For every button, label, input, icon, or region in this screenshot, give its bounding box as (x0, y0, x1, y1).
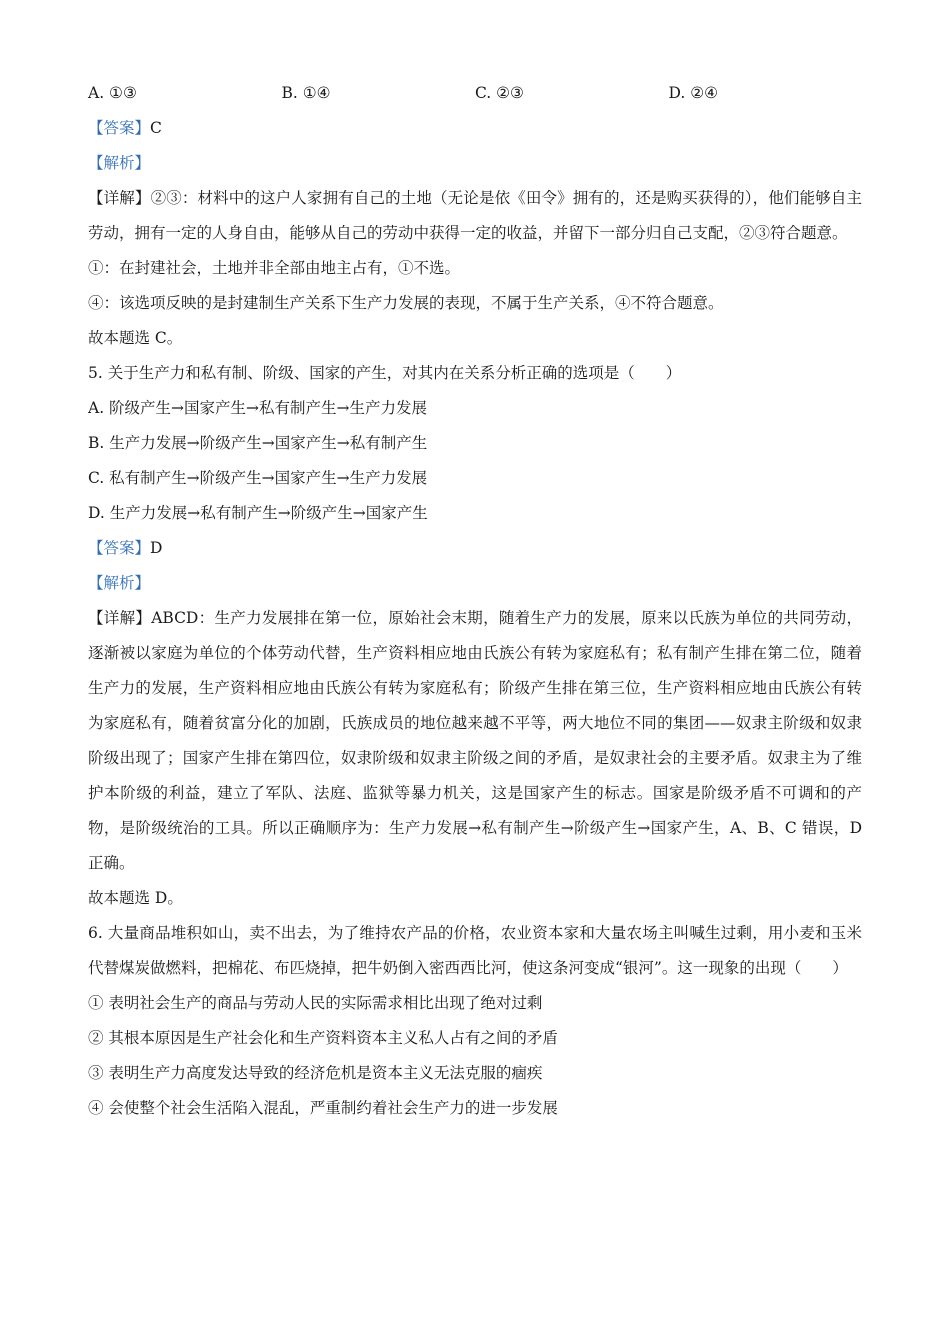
q6-item-1: ① 表明社会生产的商品与劳动人民的实际需求相比出现了绝对过剩 (88, 994, 543, 1012)
q6-item-3: ③ 表明生产力高度发达导致的经济危机是资本主义无法克服的痼疾 (88, 1064, 543, 1082)
q5-option-d: D. 生产力发展→私有制产生→阶级产生→国家产生 (88, 504, 428, 522)
q6-stem: 6. 大量商品堆积如山，卖不出去，为了维持农产品的价格，农业资本家和大量农场主叫喊生过剩，用小麦和玉米代替煤炭做燃料，把棉花、布匹烧掉，把牛奶倒入密西西比河，使这条河变成“银河”。这一现象的出现（ ） (88, 924, 862, 977)
q5-stem: 5. 关于生产力和私有制、阶级、国家的产生，对其内在关系分析正确的选项是（ ） (88, 364, 682, 382)
q5-detail-paragraph (88, 601, 862, 881)
detail-text: ②③：材料中的这户人家拥有自己的土地（无论是依《田令》拥有的，还是购买获得的），他们能够自主劳动，拥有一定的人身自由，能够从自己的劳动中获得一定的收益，并留下一部分归自己支配，②③符合题意。 (88, 189, 862, 242)
answer-tag: 【答案】 (88, 119, 151, 137)
q4-option-b: B. ①④ (281, 84, 331, 102)
q5-option-c: C. 私有制产生→阶级产生→国家产生→生产力发展 (88, 469, 428, 487)
q4-option-d: D. ②④ (668, 84, 719, 102)
q4-detail-line-3: ④：该选项反映的是封建制生产关系下生产力发展的表现，不属于生产关系，④不符合题意。 (88, 294, 724, 312)
q4-answer (88, 111, 862, 146)
detail-text: ABCD：生产力发展排在第一位，原始社会末期，随着生产力的发展，原来以氏族为单位的共同劳动，逐渐被以家庭为单位的个体劳动代替，生产资料相应地由氏族公有转为家庭私有；私有制产生排在第二位，随着生产力的发展，生产资料相应地由氏族公有转为家庭私有；阶级产生排在第三位，生产资料相应地由氏族公有转为家庭私有，随着贫富分化的加剧，氏族成员的地位越来越不平等，两大地位不同的集团——奴隶主阶级和奴隶阶级出现了；国家产生排在第四位，奴隶阶级和奴隶主阶级之间的矛盾，是奴隶社会的主要矛盾。奴隶主为了维护本阶级的利益，建立了军队、法庭、监狱等暴力机关，这是国家产生的标志。国家是阶级矛盾不可调和的产物，是阶级统治的工具。所以正确顺序为：生产力发展→私有制产生→阶级产生→国家产生，A、B、C 错误，D 正确。 (88, 609, 862, 872)
q4-detail-line-2: ①：在封建社会，土地并非全部由地主占有，①不选。 (88, 259, 461, 277)
answer-value: D (150, 539, 163, 557)
q5-option-b: B. 生产力发展→阶级产生→国家产生→私有制产生 (88, 434, 428, 452)
analysis-tag: 【解析】 (88, 154, 151, 172)
q6-item-2: ② 其根本原因是生产社会化和生产资料资本主义私人占有之间的矛盾 (88, 1029, 558, 1047)
answer-tag: 【答案】 (88, 539, 151, 557)
detail-tag: 【详解】 (88, 609, 152, 627)
q4-option-c: C. ②③ (475, 84, 524, 102)
analysis-tag: 【解析】 (88, 574, 151, 592)
q6-item-4: ④ 会使整个社会生活陷入混乱，严重制约着社会生产力的进一步发展 (88, 1099, 558, 1117)
answer-value: C (150, 119, 162, 137)
q5-analysis-heading (88, 566, 862, 601)
q4-analysis-heading (88, 146, 862, 181)
q5-answer (88, 531, 862, 566)
q5-option-a: A. 阶级产生→国家产生→私有制产生→生产力发展 (88, 399, 428, 417)
q4-options (88, 76, 862, 111)
q5-conclusion: 故本题选 D。 (88, 889, 183, 907)
q4-detail-paragraph (88, 181, 862, 251)
detail-tag: 【详解】 (88, 189, 151, 207)
q4-option-a: A. ①③ (88, 84, 137, 102)
q4-conclusion: 故本题选 C。 (88, 329, 183, 347)
document-page (88, 76, 862, 1126)
